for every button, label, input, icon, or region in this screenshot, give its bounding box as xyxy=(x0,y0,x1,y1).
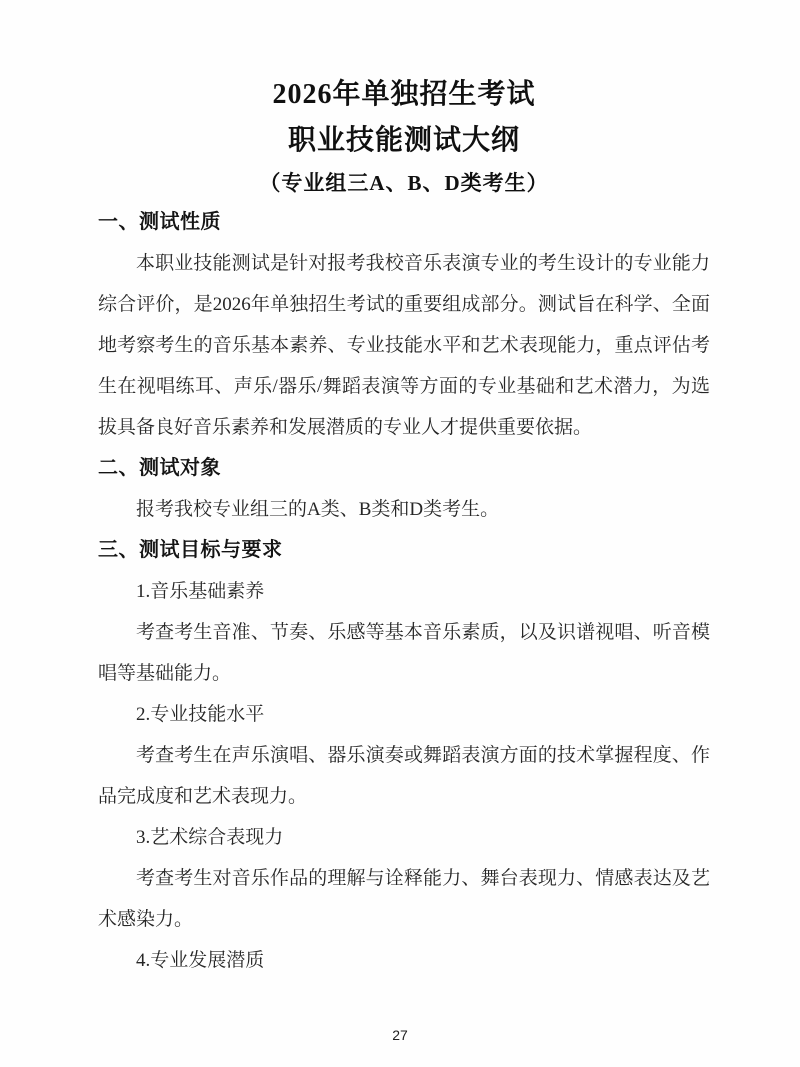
section-1-paragraph: 本职业技能测试是针对报考我校音乐表演专业的考生设计的专业能力综合评价，是2026年单独招生考试的重要组成部分。测试旨在科学、全面地考察考生的音乐基本素养、专业技能水平和艺术表现能力，重点评估考生在视唱练耳、声乐/器乐/舞蹈表演等方面的专业基础和艺术潜力，为选拔具备良好音乐素养和发展潜质的专业人才提供重要依据。 xyxy=(98,253,710,438)
section-3-item-3-text: 考查考生对音乐作品的理解与诠释能力、舞台表现力、情感表达及艺术感染力。 xyxy=(98,868,710,930)
document-subtitle: （专业组三A、B、D类考生） xyxy=(259,171,549,195)
section-3-item-4-label: 4.专业发展潜质 xyxy=(136,950,265,971)
section-2-heading: 二、测试对象 xyxy=(98,457,221,479)
section-3-item-2-label: 2.专业技能水平 xyxy=(136,704,265,725)
section-3-heading: 三、测试目标与要求 xyxy=(98,539,283,561)
section-1-heading: 一、测试性质 xyxy=(98,211,221,233)
section-2-paragraph: 报考我校专业组三的A类、B类和D类考生。 xyxy=(136,499,500,520)
section-3-item-3-label: 3.艺术综合表现力 xyxy=(136,827,284,848)
section-3-item-1-text: 考查考生音准、节奏、乐感等基本音乐素质，以及识谱视唱、听音模唱等基础能力。 xyxy=(98,622,710,684)
section-3-item-1-label: 1.音乐基础素养 xyxy=(136,581,265,602)
document-title-line-1: 2026年单独招生考试 xyxy=(272,79,536,110)
section-3-item-2-text: 考查考生在声乐演唱、器乐演奏或舞蹈表演方面的技术掌握程度、作品完成度和艺术表现力。 xyxy=(98,745,710,807)
document-title-line-2: 职业技能测试大纲 xyxy=(287,125,520,156)
page-number: 27 xyxy=(392,1027,408,1043)
